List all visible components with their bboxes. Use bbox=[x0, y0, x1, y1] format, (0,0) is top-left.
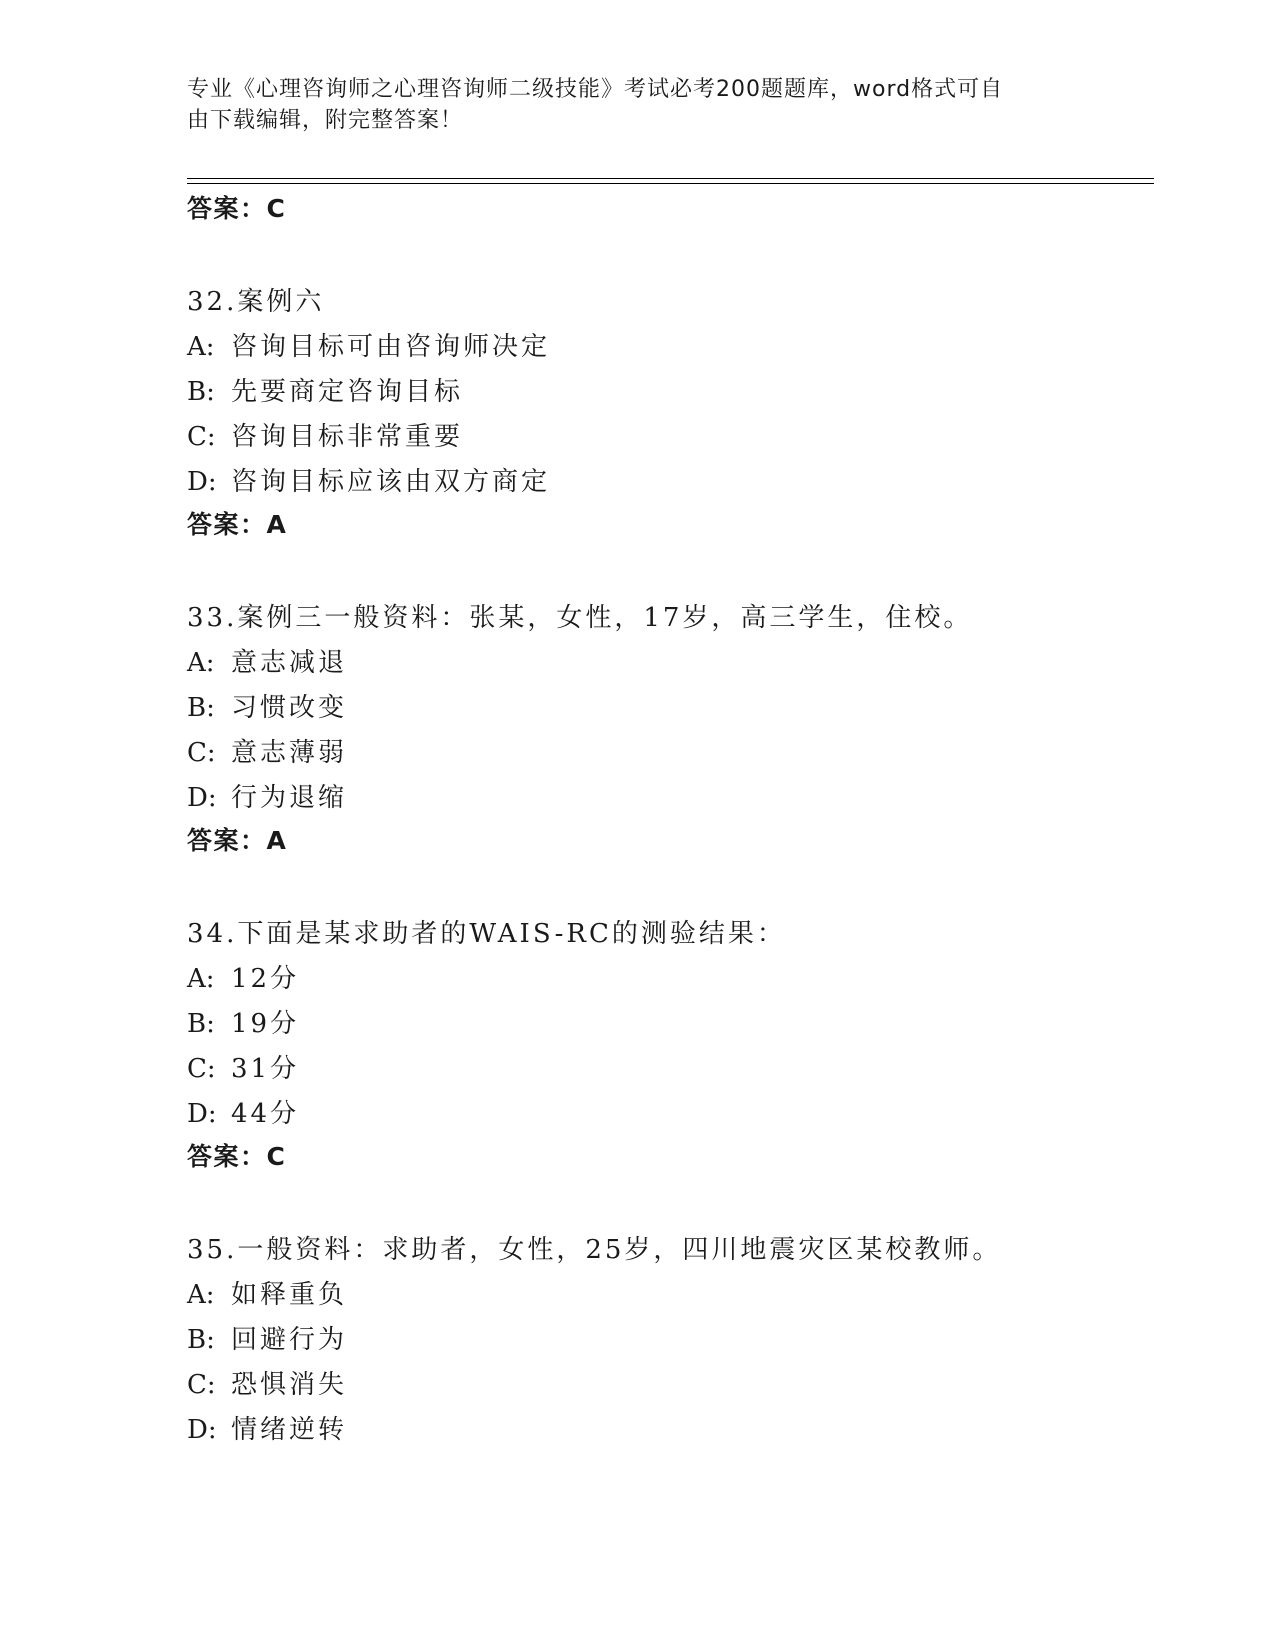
option-text: 19分 bbox=[231, 1009, 300, 1039]
option-text: 行为退缩 bbox=[231, 783, 348, 813]
option-letter: C: bbox=[187, 1370, 216, 1400]
option-letter: A: bbox=[187, 332, 215, 362]
option-c bbox=[187, 415, 1147, 460]
option-letter: A: bbox=[187, 1280, 215, 1310]
option-c bbox=[187, 1363, 1147, 1408]
option-b bbox=[187, 1002, 1147, 1047]
option-a bbox=[187, 641, 1147, 686]
option-letter: C: bbox=[187, 422, 216, 452]
option-text: 情绪逆转 bbox=[231, 1415, 348, 1445]
option-c bbox=[187, 731, 1147, 776]
option-b bbox=[187, 1318, 1147, 1363]
option-d bbox=[187, 776, 1147, 821]
document-header bbox=[187, 74, 1067, 136]
question-text: 32.案例六 bbox=[187, 287, 325, 317]
option-letter: A: bbox=[187, 648, 215, 678]
option-a bbox=[187, 957, 1147, 1002]
option-text: 咨询目标应该由双方商定 bbox=[231, 467, 551, 497]
question-block-35 bbox=[187, 1228, 1147, 1453]
spacer bbox=[187, 541, 1147, 596]
option-text: 咨询目标可由咨询师决定 bbox=[231, 332, 551, 362]
option-a bbox=[187, 325, 1147, 370]
option-letter: B: bbox=[187, 693, 215, 723]
header-line-2: 由下载编辑，附完整答案！ bbox=[187, 108, 464, 133]
option-text: 如释重负 bbox=[231, 1280, 348, 1310]
option-letter: B: bbox=[187, 1325, 215, 1355]
option-text: 12分 bbox=[231, 964, 300, 994]
option-letter: B: bbox=[187, 1009, 215, 1039]
option-d bbox=[187, 1408, 1147, 1453]
option-b bbox=[187, 370, 1147, 415]
option-letter: A: bbox=[187, 964, 215, 994]
question-text: 33.案例三一般资料：张某，女性，17岁，高三学生，住校。 bbox=[187, 603, 973, 633]
option-text: 咨询目标非常重要 bbox=[231, 422, 464, 452]
option-text: 回避行为 bbox=[231, 1325, 348, 1355]
option-text: 先要商定咨询目标 bbox=[231, 377, 464, 407]
spacer bbox=[187, 1173, 1147, 1228]
answer-line: 答案：C bbox=[187, 1142, 287, 1171]
question-text: 34.下面是某求助者的WAIS-RC的测验结果： bbox=[187, 919, 786, 949]
question-block-32 bbox=[187, 280, 1147, 541]
answer-line: 答案：A bbox=[187, 826, 288, 855]
option-c bbox=[187, 1047, 1147, 1092]
option-text: 习惯改变 bbox=[231, 693, 348, 723]
option-d bbox=[187, 460, 1147, 505]
option-text: 恐惧消失 bbox=[231, 1370, 348, 1400]
option-text: 意志减退 bbox=[231, 648, 348, 678]
option-letter: D: bbox=[187, 1415, 217, 1445]
header-divider-bottom bbox=[187, 183, 1154, 184]
spacer bbox=[187, 857, 1147, 912]
header-divider-top bbox=[187, 178, 1154, 179]
option-text: 31分 bbox=[231, 1054, 300, 1084]
option-letter: C: bbox=[187, 1054, 216, 1084]
answer-line: 答案：A bbox=[187, 510, 288, 539]
option-letter: D: bbox=[187, 1099, 217, 1129]
spacer bbox=[187, 225, 1147, 280]
option-letter: C: bbox=[187, 738, 216, 768]
option-letter: B: bbox=[187, 377, 215, 407]
question-list bbox=[187, 193, 1147, 1453]
option-letter: D: bbox=[187, 467, 217, 497]
question-block-34 bbox=[187, 912, 1147, 1173]
option-d bbox=[187, 1092, 1147, 1137]
option-a bbox=[187, 1273, 1147, 1318]
question-block-33 bbox=[187, 596, 1147, 857]
header-line-1: 专业《心理咨询师之心理咨询师二级技能》考试必考200题题库，word格式可自 bbox=[187, 77, 1004, 102]
question-text: 35.一般资料：求助者，女性，25岁，四川地震灾区某校教师。 bbox=[187, 1235, 1002, 1265]
option-b bbox=[187, 686, 1147, 731]
option-letter: D: bbox=[187, 783, 217, 813]
option-text: 44分 bbox=[231, 1099, 300, 1129]
option-text: 意志薄弱 bbox=[231, 738, 348, 768]
answer-line: 答案：C bbox=[187, 194, 287, 223]
